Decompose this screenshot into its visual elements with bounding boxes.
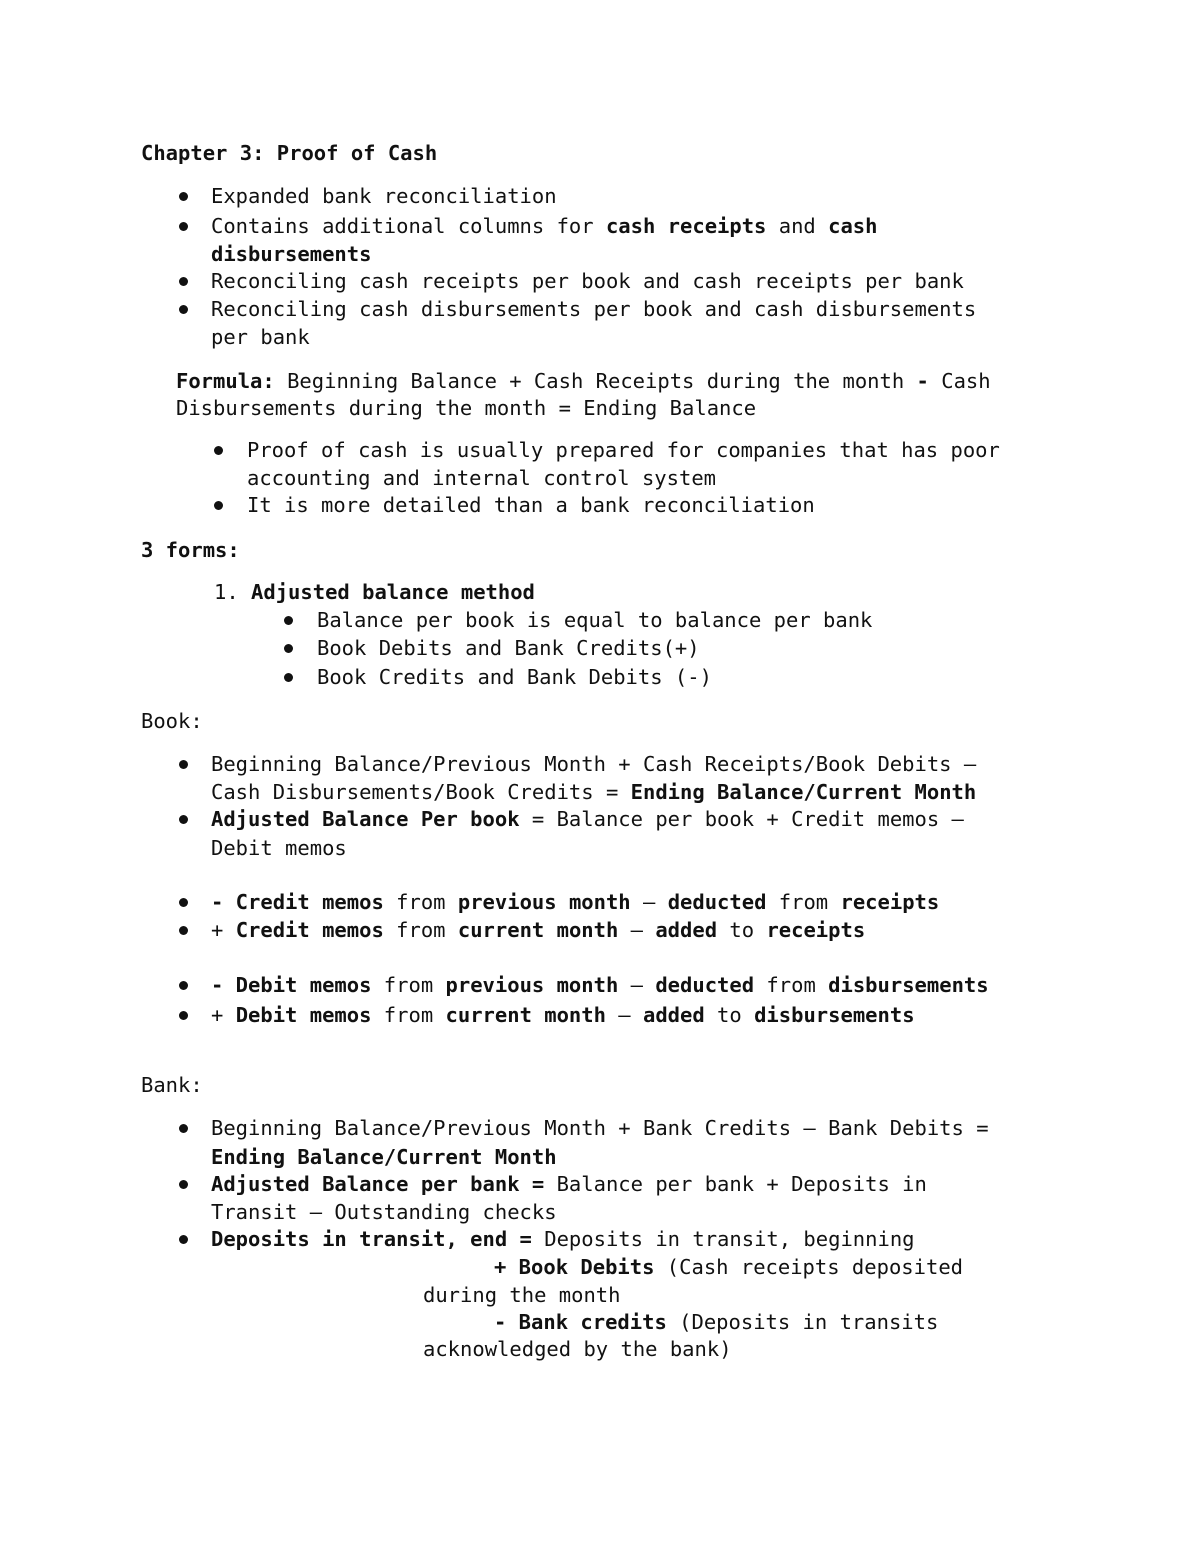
bullet-icon: [179, 222, 188, 231]
list-item: Book Credits and Bank Debits (-): [317, 665, 712, 689]
formula-line: Disbursements during the month = Ending Balance: [176, 396, 757, 420]
text-run: = Balance per book + Credit memos –: [519, 807, 964, 831]
bold-text: deducted: [655, 973, 755, 997]
list-item: Balance per book is equal to balance per bank: [317, 608, 873, 632]
list-item: It is more detailed than a bank reconciliation: [247, 493, 815, 517]
section-heading: Bank:: [141, 1073, 203, 1097]
list-item: Reconciling cash disbursements per book and cash disbursements: [211, 297, 977, 321]
list-item-continuation: per bank: [211, 325, 310, 349]
text-run: –: [618, 918, 656, 942]
bullet-icon: [179, 926, 188, 935]
list-item-continuation: [211, 778, 976, 806]
text-run: Deposits in transit, beginning: [531, 1227, 915, 1251]
formula-label: Formula:: [176, 369, 275, 393]
bold-text: Adjusted Balance per bank =: [211, 1172, 545, 1196]
bullet-icon: [284, 644, 293, 653]
text-run: Balance per bank + Deposits in: [544, 1172, 927, 1196]
section-heading: 3 forms:: [141, 538, 240, 562]
list-item-continuation: accounting and internal control system: [247, 466, 716, 490]
list-item: [211, 1170, 927, 1198]
text-run: +: [211, 918, 236, 942]
bold-text: previous month: [457, 890, 631, 914]
bullet-icon: [179, 305, 188, 314]
list-item-continuation: [494, 1253, 963, 1281]
bullet-icon: [179, 1180, 188, 1189]
text-run: from: [766, 890, 841, 914]
list-item: Beginning Balance/Previous Month + Bank Credits – Bank Debits =: [211, 1116, 989, 1140]
bold-text: -: [916, 369, 929, 393]
list-item-continuation: Transit – Outstanding checks: [211, 1200, 557, 1224]
bullet-icon: [179, 1124, 188, 1133]
bold-text: - Bank credits: [494, 1310, 667, 1334]
text-run: to: [717, 918, 767, 942]
list-item: [211, 888, 939, 916]
formula-line: [176, 367, 991, 395]
list-item-continuation: acknowledged by the bank): [423, 1337, 732, 1361]
text-run: to: [704, 1003, 755, 1027]
list-item: [211, 916, 865, 944]
text-run: –: [605, 1003, 643, 1027]
list-item-continuation: during the month: [423, 1283, 621, 1307]
text-run: (Deposits in transits: [666, 1310, 939, 1334]
list-item: [211, 212, 878, 240]
bullet-icon: [214, 501, 223, 510]
bold-text: disbursements: [828, 973, 989, 997]
bold-text: Adjusted balance method: [251, 580, 535, 604]
bullet-icon: [284, 616, 293, 625]
list-item: Proof of cash is usually prepared for companies that has poor: [247, 438, 1000, 462]
bold-text: added: [655, 918, 718, 942]
list-item: [211, 1225, 915, 1253]
bold-text: previous month: [445, 973, 619, 997]
bold-text: current month: [457, 918, 619, 942]
bold-text: Adjusted Balance Per book: [211, 807, 520, 831]
list-item: Beginning Balance/Previous Month + Cash Receipts/Book Debits –: [211, 752, 977, 776]
bold-text: receipts: [840, 890, 940, 914]
bullet-icon: [179, 815, 188, 824]
bold-text: added: [643, 1003, 705, 1027]
list-item-continuation: Ending Balance/Current Month: [211, 1145, 557, 1169]
list-item: Reconciling cash receipts per book and cash receipts per bank: [211, 269, 964, 293]
bullet-icon: [179, 981, 188, 990]
text-run: (Cash receipts deposited: [654, 1255, 964, 1279]
text-run: from: [371, 973, 446, 997]
bold-text: Deposits in transit, end =: [211, 1227, 532, 1251]
text-run: from: [754, 973, 829, 997]
bold-text: - Debit memos: [211, 973, 372, 997]
text-run: Contains additional columns for: [211, 214, 606, 238]
bold-text: cash receipts: [605, 214, 767, 238]
text-run: Beginning Balance + Cash Receipts during the month: [274, 369, 917, 393]
bullet-icon: [179, 1235, 188, 1244]
list-item-continuation: Debit memos: [211, 836, 347, 860]
list-item: [211, 805, 964, 833]
text-run: Cash Disbursements/Book Credits =: [211, 780, 631, 804]
page-title: Chapter 3: Proof of Cash: [141, 141, 438, 165]
bold-text: Debit memos: [235, 1003, 372, 1027]
bold-text: Credit memos: [235, 918, 384, 942]
bullet-icon: [179, 760, 188, 769]
bullet-icon: [179, 277, 188, 286]
list-item: Expanded bank reconciliation: [211, 184, 557, 208]
list-item-continuation: disbursements: [211, 242, 372, 266]
list-number: 1.: [214, 580, 239, 604]
text-run: from: [383, 918, 458, 942]
bullet-icon: [179, 192, 188, 201]
section-heading: Book:: [141, 709, 203, 733]
text-run: and: [766, 214, 829, 238]
bullet-icon: [179, 1011, 188, 1020]
text-run: +: [211, 1003, 236, 1027]
bullet-icon: [179, 898, 188, 907]
bold-text: + Book Debits: [494, 1255, 655, 1279]
list-item: [211, 1001, 915, 1029]
list-item: [211, 971, 989, 999]
bullet-icon: [214, 446, 223, 455]
text-run: Cash: [928, 369, 991, 393]
text-run: –: [630, 890, 668, 914]
bold-text: disbursements: [754, 1003, 915, 1027]
list-item: Book Debits and Bank Credits(+): [317, 636, 700, 660]
bullet-icon: [284, 673, 293, 682]
text-run: from: [383, 890, 458, 914]
numbered-item: [214, 578, 535, 606]
bold-text: Ending Balance/Current Month: [630, 780, 977, 804]
list-item-continuation: [494, 1308, 938, 1336]
text-run: from: [371, 1003, 446, 1027]
bold-text: deducted: [667, 890, 767, 914]
bold-text: cash: [828, 214, 878, 238]
bold-text: - Credit memos: [211, 890, 384, 914]
bold-text: current month: [445, 1003, 606, 1027]
bold-text: receipts: [766, 918, 866, 942]
text-run: –: [618, 973, 656, 997]
